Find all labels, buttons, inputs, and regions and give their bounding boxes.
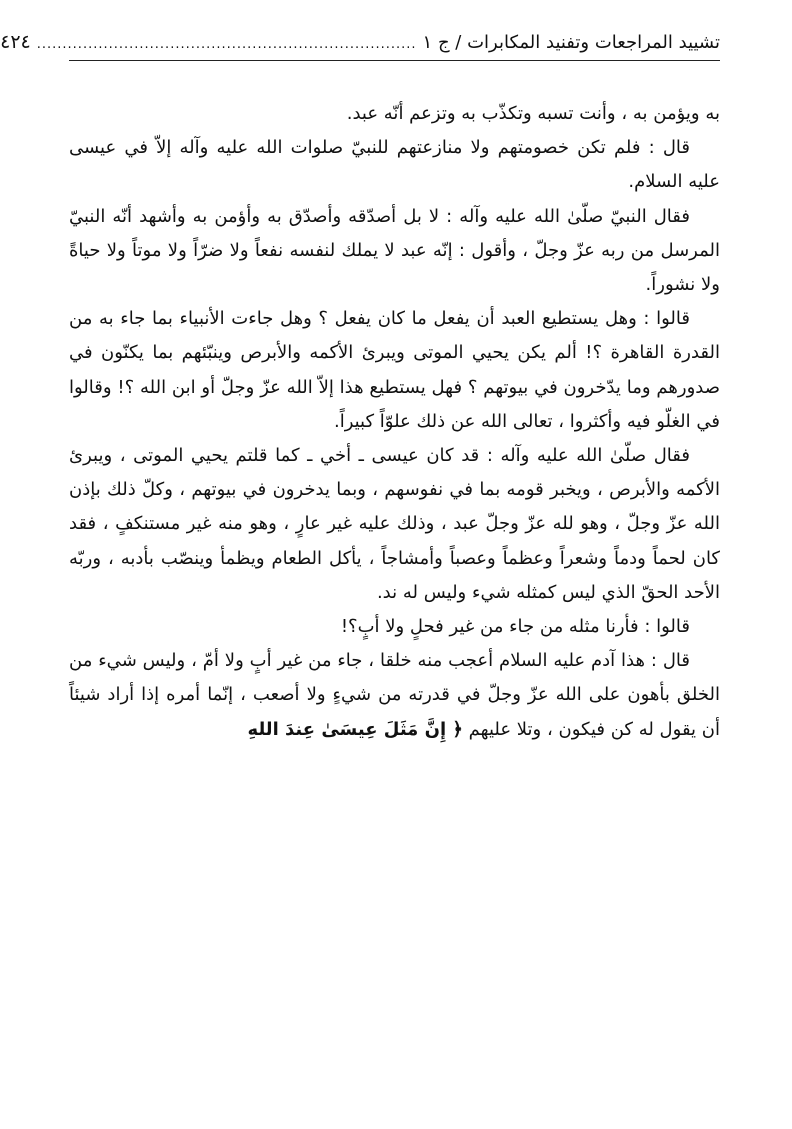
leader-dots: ..........................................................................: [36, 37, 417, 52]
book-page: [1, 0, 792, 1129]
running-header: [0, 28, 720, 58]
paragraph-4: قالوا : وهل يستطيع العبد أن يفعل ما كان يفعل ؟ وهل جاءت الأنبياء بما جاء به من القدرة القاهرة ؟! ألم يكن يحيي الموتى ويبرئ الأكمه والأبرص وينبّئهم بما يكنّون في صدورهم وما يدّخرون في بيوتهم ؟ فهل يستطيع هذا إلاّ الله عزّ وجلّ أو ابن الله ؟! وقالوا في الغلّو فيه وأكثروا ، تعالى الله عن ذلك علوّاً كبيراً.: [69, 308, 720, 432]
book-title: تشييد المراجعات وتفنيد المكابرات / ج ١: [422, 32, 720, 53]
page-number: ٤٢٤: [0, 31, 31, 53]
paragraph-7-text: قال : هذا آدم عليه السلام أعجب منه خلقا ، جاء من غير أبٍ ولا أمّ ، وليس شيء من الخلق بأهون على الله عزّ وجلّ في قدرته من شيءٍ ولا أصعب ، إنّما أمره إذا أراد شيئاً أن يقول له كن فيكون ، وتلا عليهم: [69, 650, 720, 740]
body-text: [69, 97, 720, 747]
paragraph-2: قال : فلم تكن خصومتهم ولا منازعتهم للنبيّ صلوات الله عليه وآله إلاّ في عيسى عليه السلام.: [69, 137, 720, 193]
paragraph-7: [69, 644, 720, 747]
paragraph-5: فقال صلّىٰ الله عليه وآله : قد كان عيسى ـ أخي ـ كما قلتم يحيي الموتى ، ويبرئ الأكمه والأبرص ، ويخبر قومه بما في نفوسهم ، وبما يدخرون في بيوتهم ، وكلّ ذلك بإذن الله عزّ وجلّ ، وهو لله عزّ وجلّ عبد ، وذلك عليه غير عارٍ ، وهو منه غير مستنكفٍ ، فقد كان لحماً ودماً وشعراً وعظماً وعصباً وأمشاجاً ، يأكل الطعام ويظمأ وينصّب بأدبه ، وربّه الأحد الحقّ الذي ليس كمثله شيء وليس له ند.: [69, 445, 720, 603]
header-rule: [69, 60, 720, 61]
paragraph-1: به ويؤمن به ، وأنت تسبه وتكذّب به وتزعم أنّه عبد.: [346, 103, 720, 124]
quran-quote: ﴿ إِنَّ مَثَلَ عِيسَىٰ عِندَ اللهِ: [247, 718, 463, 740]
paragraph-6: قالوا : فأرنا مثله من جاء من غير فحلٍ ولا أبٍ؟!: [340, 616, 690, 638]
paragraph-3: فقال النبيّ صلّىٰ الله عليه وآله : لا بل أصدّقه وأصدّق به وأؤمن به وأشهد أنّه النبيّ المرسل من ربه عزّ وجلّ ، وأقول : إنّه عبد لا يملك لنفسه نفعاً ولا ضرّاً ولا موتاً ولا حياةً ولا نشوراً.: [69, 205, 720, 296]
